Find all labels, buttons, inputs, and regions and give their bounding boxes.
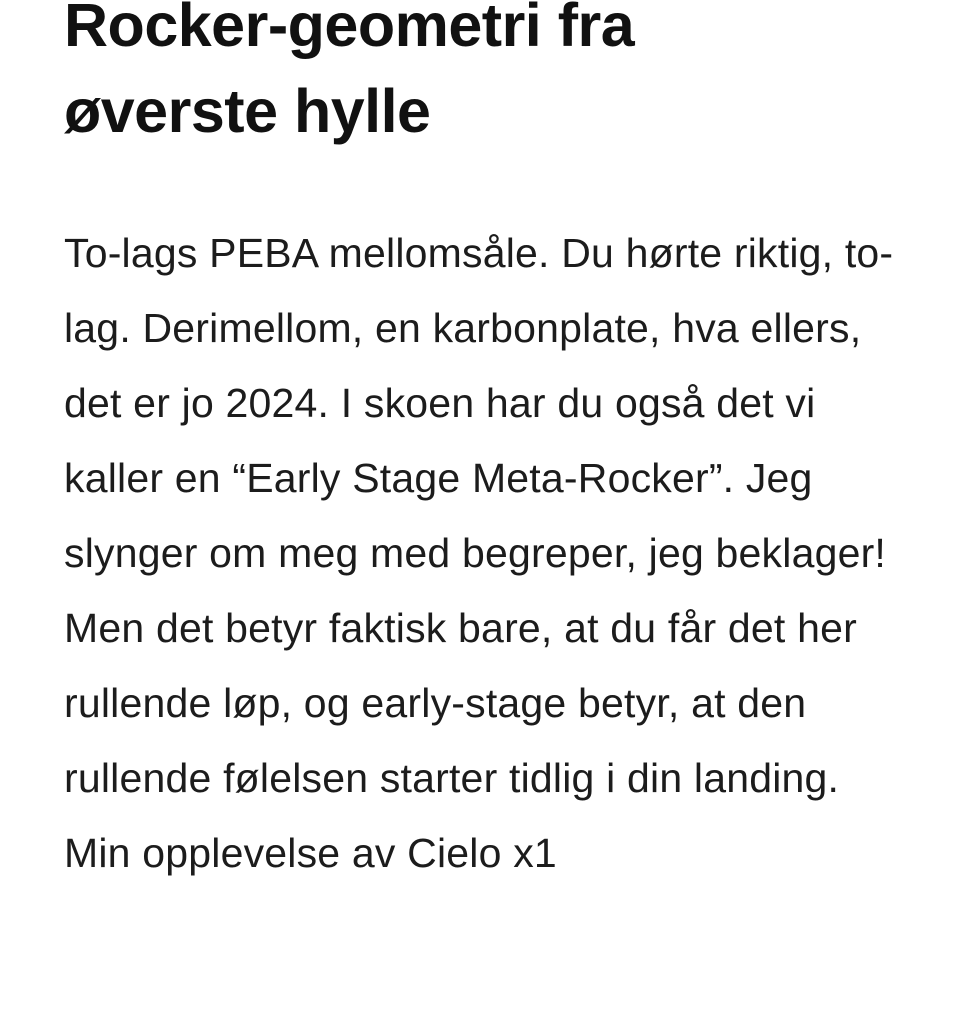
article-body-paragraph: To-lags PEBA mellomsåle. Du hørte riktig, to-lag. Derimellom, en karbonplate, hva ellers, det er jo 2024. I skoen har du også det vi kaller en “Early Stage Meta-Rocker”. Jeg slynger om meg med begreper, jeg beklager! Men det betyr faktisk bare, at du får det her rullende løp, og early-stage betyr, at den rullende følelsen starter tidlig i din landing. Min opplevelse av Cielo x1 [64, 230, 894, 876]
article-heading: Rocker-geometri fra øverste hylle [64, 0, 635, 145]
